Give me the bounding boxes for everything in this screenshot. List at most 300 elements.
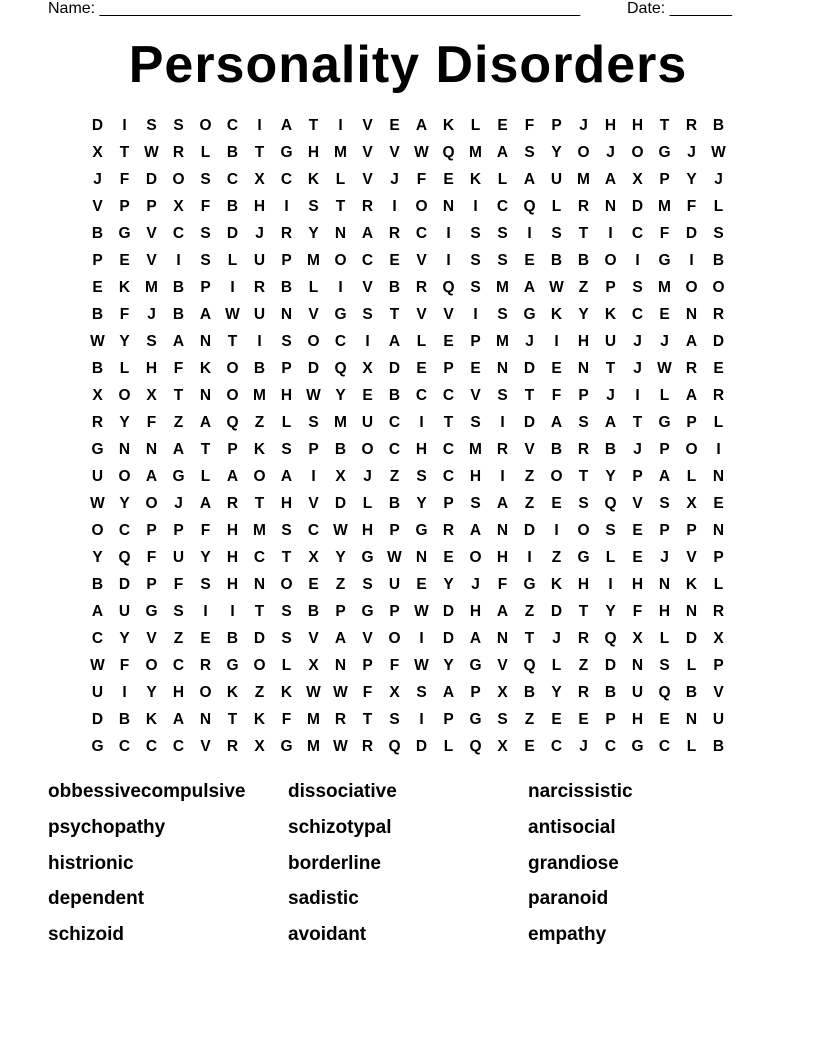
grid-letter: I <box>122 117 127 134</box>
grid-letter: T <box>659 117 670 134</box>
grid-letter: Y <box>200 549 211 566</box>
grid-letter: T <box>524 630 535 647</box>
grid-letter: C <box>118 738 131 755</box>
grid-letter: Q <box>604 630 617 647</box>
grid-letter: P <box>551 117 562 134</box>
grid-letter: H <box>469 603 482 620</box>
word-list-item: avoidant <box>288 924 367 945</box>
grid-letter: J <box>660 549 669 566</box>
grid-letter: V <box>443 306 454 323</box>
grid-letter: H <box>631 117 644 134</box>
grid-letter: L <box>686 738 697 755</box>
word-list-item: schizoid <box>48 924 125 945</box>
grid-letter: H <box>577 333 590 350</box>
grid-letter: A <box>523 279 536 296</box>
grid-letter: M <box>658 279 671 296</box>
grid-letter: G <box>658 144 671 161</box>
grid-letter: K <box>604 306 617 323</box>
grid-letter: L <box>443 738 454 755</box>
grid-letter: A <box>496 603 509 620</box>
grid-letter: H <box>145 360 158 377</box>
grid-letter: L <box>713 576 724 593</box>
grid-letter: R <box>577 441 590 458</box>
grid-letter: A <box>415 117 428 134</box>
grid-letter: N <box>658 576 671 593</box>
grid-letter: E <box>659 711 670 728</box>
grid-letter: D <box>91 711 104 728</box>
grid-letter: R <box>334 711 347 728</box>
grid-letter: D <box>415 738 428 755</box>
grid-letter: T <box>389 306 400 323</box>
grid-letter: B <box>550 252 563 269</box>
grid-letter: P <box>227 441 238 458</box>
grid-letter: L <box>281 414 292 431</box>
grid-letter: A <box>334 630 347 647</box>
grid-letter: E <box>659 306 670 323</box>
grid-letter: H <box>577 576 590 593</box>
word-list-item: empathy <box>528 924 607 945</box>
grid-letter: X <box>173 198 184 215</box>
grid-letter: Y <box>119 495 130 512</box>
grid-letter: I <box>527 225 532 242</box>
grid-letter: G <box>361 549 374 566</box>
grid-letter: I <box>122 684 127 701</box>
grid-letter: D <box>550 603 563 620</box>
grid-letter: A <box>388 333 401 350</box>
grid-letter: O <box>361 441 374 458</box>
grid-letter: Z <box>578 657 589 674</box>
grid-letter: U <box>631 684 644 701</box>
grid-letter: E <box>389 117 400 134</box>
grid-letter: H <box>361 522 374 539</box>
grid-row <box>84 625 732 652</box>
grid-letter: F <box>146 549 157 566</box>
grid-letter: P <box>632 468 643 485</box>
grid-letter: T <box>605 360 616 377</box>
grid-letter: P <box>659 171 670 188</box>
grid-letter: L <box>308 279 319 296</box>
grid-letter: O <box>712 279 725 296</box>
grid-letter: N <box>712 522 725 539</box>
grid-letter: J <box>687 144 696 161</box>
grid-letter: H <box>226 576 239 593</box>
grid-letter: K <box>226 684 239 701</box>
grid-letter: O <box>685 441 698 458</box>
grid-letter: H <box>307 144 320 161</box>
grid-letter: E <box>578 711 589 728</box>
grid-letter: O <box>604 252 617 269</box>
grid-letter: T <box>578 225 589 242</box>
grid-letter: W <box>333 684 348 701</box>
grid-letter: Z <box>173 414 184 431</box>
grid-letter: Y <box>605 603 616 620</box>
grid-letter: I <box>446 225 451 242</box>
grid-letter: G <box>631 738 644 755</box>
grid-letter: N <box>199 333 212 350</box>
grid-letter: C <box>226 171 239 188</box>
grid-letter: A <box>172 441 185 458</box>
grid-row <box>84 436 732 463</box>
grid-letter: J <box>660 333 669 350</box>
grid-letter: Z <box>524 468 535 485</box>
grid-letter: L <box>686 657 697 674</box>
grid-letter: P <box>281 252 292 269</box>
grid-letter: R <box>415 279 428 296</box>
grid-letter: B <box>604 684 617 701</box>
grid-letter: H <box>172 684 185 701</box>
grid-letter: D <box>631 198 644 215</box>
grid-letter: A <box>550 414 563 431</box>
grid-letter: R <box>712 603 725 620</box>
grid-letter: S <box>281 522 292 539</box>
grid-letter: F <box>659 225 670 242</box>
grid-letter: S <box>551 225 562 242</box>
grid-row <box>84 301 732 328</box>
grid-row <box>84 463 732 490</box>
grid-letter: G <box>658 414 671 431</box>
grid-letter: T <box>119 144 130 161</box>
grid-letter: G <box>658 252 671 269</box>
grid-letter: P <box>335 603 346 620</box>
grid-letter: O <box>253 657 266 674</box>
grid-letter: M <box>469 144 482 161</box>
grid-letter: D <box>523 414 536 431</box>
grid-letter: S <box>659 495 670 512</box>
grid-letter: W <box>387 549 402 566</box>
grid-letter: C <box>442 468 455 485</box>
grid-letter: G <box>523 576 536 593</box>
grid-letter: Y <box>605 468 616 485</box>
grid-letter: O <box>118 387 131 404</box>
grid-letter: I <box>257 333 262 350</box>
grid-letter: L <box>713 414 724 431</box>
word-list <box>48 778 768 957</box>
grid-letter: S <box>497 711 508 728</box>
grid-letter: H <box>280 495 293 512</box>
grid-letter: X <box>632 171 643 188</box>
grid-letter: I <box>257 117 262 134</box>
grid-letter: B <box>577 252 590 269</box>
grid-letter: E <box>524 738 535 755</box>
grid-letter: C <box>226 117 239 134</box>
grid-letter: Q <box>442 279 455 296</box>
grid-letter: I <box>608 225 613 242</box>
grid-letter: J <box>525 333 534 350</box>
grid-letter: X <box>713 630 724 647</box>
grid-letter: S <box>632 279 643 296</box>
grid-letter: W <box>144 144 159 161</box>
grid-letter: X <box>92 144 103 161</box>
grid-letter: C <box>361 252 374 269</box>
grid-letter: X <box>146 387 157 404</box>
grid-letter: W <box>549 279 564 296</box>
grid-letter: S <box>308 414 319 431</box>
grid-letter: A <box>199 495 212 512</box>
grid-letter: D <box>226 225 239 242</box>
grid-letter: P <box>362 657 373 674</box>
grid-letter: A <box>172 711 185 728</box>
grid-letter: L <box>416 333 427 350</box>
grid-letter: H <box>604 117 617 134</box>
grid-letter: C <box>307 522 320 539</box>
word-list-item: dissociative <box>288 781 397 802</box>
grid-letter: D <box>253 630 266 647</box>
grid-letter: C <box>496 198 509 215</box>
grid-letter: T <box>335 198 346 215</box>
grid-letter: A <box>280 117 293 134</box>
grid-letter: D <box>523 360 536 377</box>
grid-letter: E <box>389 252 400 269</box>
grid-letter: U <box>604 333 617 350</box>
grid-letter: X <box>632 630 643 647</box>
grid-letter: J <box>579 117 588 134</box>
grid-letter: N <box>145 441 158 458</box>
grid-letter: S <box>200 171 211 188</box>
grid-letter: B <box>226 198 239 215</box>
grid-letter: A <box>523 171 536 188</box>
grid-letter: L <box>335 171 346 188</box>
grid-letter: P <box>281 360 292 377</box>
grid-letter: R <box>712 387 725 404</box>
grid-letter: C <box>658 738 671 755</box>
grid-letter: A <box>442 684 455 701</box>
grid-letter: B <box>226 630 239 647</box>
grid-letter: B <box>307 603 320 620</box>
grid-letter: I <box>365 333 370 350</box>
grid-letter: E <box>416 360 427 377</box>
grid-letter: P <box>119 198 130 215</box>
grid-letter: G <box>226 657 239 674</box>
grid-letter: S <box>497 387 508 404</box>
grid-letter: J <box>255 225 264 242</box>
grid-letter: W <box>657 360 672 377</box>
grid-letter: H <box>226 549 239 566</box>
grid-letter: P <box>308 441 319 458</box>
grid-letter: O <box>577 144 590 161</box>
grid-letter: Y <box>416 495 427 512</box>
grid-letter: O <box>550 468 563 485</box>
grid-letter: B <box>685 684 698 701</box>
grid-letter: D <box>685 225 698 242</box>
grid-letter: H <box>631 711 644 728</box>
grid-letter: L <box>200 144 211 161</box>
grid-letter: N <box>415 549 428 566</box>
grid-letter: V <box>200 738 211 755</box>
date-field-label: Date: _______ <box>627 0 732 17</box>
grid-letter: W <box>90 333 105 350</box>
grid-letter: Q <box>118 549 131 566</box>
grid-letter: F <box>416 171 427 188</box>
grid-letter: H <box>631 576 644 593</box>
grid-letter: P <box>686 522 697 539</box>
grid-letter: I <box>554 333 559 350</box>
grid-letter: F <box>119 306 130 323</box>
grid-row <box>84 571 732 598</box>
grid-letter: F <box>119 657 130 674</box>
grid-row <box>84 355 732 382</box>
grid-letter: B <box>604 441 617 458</box>
grid-letter: I <box>554 522 559 539</box>
grid-letter: P <box>146 576 157 593</box>
grid-letter: W <box>711 144 726 161</box>
grid-letter: W <box>414 657 429 674</box>
grid-letter: O <box>469 549 482 566</box>
grid-letter: Z <box>389 468 400 485</box>
grid-letter: I <box>716 441 721 458</box>
grid-letter: R <box>712 306 725 323</box>
grid-letter: S <box>281 630 292 647</box>
grid-letter: C <box>172 225 185 242</box>
grid-letter: D <box>118 576 131 593</box>
grid-letter: P <box>146 522 157 539</box>
grid-letter: V <box>713 684 724 701</box>
grid-letter: E <box>308 576 319 593</box>
grid-letter: E <box>713 495 724 512</box>
grid-letter: R <box>253 279 266 296</box>
grid-letter: W <box>414 144 429 161</box>
grid-letter: N <box>685 603 698 620</box>
grid-letter: S <box>416 684 427 701</box>
grid-letter: T <box>524 387 535 404</box>
grid-letter: L <box>659 630 670 647</box>
grid-letter: O <box>199 117 212 134</box>
grid-letter: Q <box>442 144 455 161</box>
grid-letter: I <box>527 549 532 566</box>
grid-letter: A <box>91 603 104 620</box>
grid-letter: B <box>388 495 401 512</box>
grid-letter: F <box>119 171 130 188</box>
grid-row <box>84 382 732 409</box>
grid-letter: S <box>281 441 292 458</box>
grid-row <box>84 733 732 760</box>
grid-letter: S <box>470 279 481 296</box>
grid-letter: B <box>172 279 185 296</box>
grid-letter: V <box>470 387 481 404</box>
grid-letter: X <box>497 738 508 755</box>
grid-letter: J <box>633 333 642 350</box>
grid-letter: I <box>419 414 424 431</box>
grid-letter: N <box>118 441 131 458</box>
grid-row <box>84 166 732 193</box>
grid-letter: W <box>225 306 240 323</box>
grid-letter: Z <box>578 279 589 296</box>
grid-letter: J <box>552 630 561 647</box>
grid-letter: O <box>280 576 293 593</box>
grid-letter: T <box>227 333 238 350</box>
grid-row <box>84 598 732 625</box>
grid-letter: L <box>713 198 724 215</box>
grid-letter: B <box>118 711 131 728</box>
grid-letter: V <box>308 306 319 323</box>
grid-letter: F <box>524 117 535 134</box>
grid-letter: W <box>333 522 348 539</box>
grid-letter: A <box>199 306 212 323</box>
grid-letter: P <box>605 279 616 296</box>
grid-letter: M <box>334 144 347 161</box>
grid-letter: A <box>145 468 158 485</box>
grid-letter: O <box>307 333 320 350</box>
grid-letter: I <box>635 387 640 404</box>
grid-letter: X <box>389 684 400 701</box>
grid-letter: T <box>578 468 589 485</box>
grid-letter: K <box>469 171 482 188</box>
grid-letter: I <box>338 279 343 296</box>
grid-letter: S <box>578 495 589 512</box>
grid-letter: L <box>686 468 697 485</box>
grid-letter: O <box>253 468 266 485</box>
grid-letter: P <box>470 333 481 350</box>
grid-letter: I <box>608 576 613 593</box>
grid-letter: Q <box>469 738 482 755</box>
grid-letter: V <box>92 198 103 215</box>
grid-letter: A <box>685 387 698 404</box>
grid-letter: S <box>173 117 184 134</box>
grid-letter: K <box>145 711 158 728</box>
grid-letter: I <box>473 306 478 323</box>
grid-letter: S <box>308 198 319 215</box>
grid-letter: J <box>471 576 480 593</box>
grid-letter: E <box>551 711 562 728</box>
grid-letter: N <box>199 711 212 728</box>
grid-letter: G <box>523 306 536 323</box>
grid-letter: J <box>93 171 102 188</box>
grid-letter: O <box>199 684 212 701</box>
grid-letter: L <box>119 360 130 377</box>
grid-row <box>84 274 732 301</box>
grid-letter: C <box>550 738 563 755</box>
grid-letter: I <box>338 117 343 134</box>
grid-letter: F <box>362 684 373 701</box>
grid-letter: N <box>442 198 455 215</box>
grid-letter: H <box>469 468 482 485</box>
grid-letter: I <box>392 198 397 215</box>
word-list-item: paranoid <box>528 888 609 910</box>
grid-letter: X <box>497 684 508 701</box>
grid-letter: C <box>253 549 266 566</box>
grid-letter: O <box>118 468 131 485</box>
grid-letter: A <box>604 171 617 188</box>
grid-letter: J <box>714 171 723 188</box>
grid-letter: N <box>631 657 644 674</box>
grid-letter: Y <box>119 414 130 431</box>
grid-letter: A <box>685 333 698 350</box>
grid-letter: I <box>419 711 424 728</box>
grid-letter: C <box>280 171 293 188</box>
grid-letter: I <box>635 252 640 269</box>
grid-letter: P <box>443 495 454 512</box>
grid-letter: J <box>633 441 642 458</box>
grid-letter: B <box>388 387 401 404</box>
grid-letter: S <box>605 522 616 539</box>
grid-letter: C <box>172 738 185 755</box>
grid-letter: S <box>470 252 481 269</box>
grid-letter: R <box>226 738 239 755</box>
grid-letter: T <box>200 441 211 458</box>
grid-letter: W <box>90 495 105 512</box>
grid-letter: Z <box>173 630 184 647</box>
grid-letter: P <box>173 522 184 539</box>
grid-letter: D <box>145 171 158 188</box>
grid-letter: V <box>308 630 319 647</box>
grid-letter: M <box>253 522 266 539</box>
word-list-item: schizotypal <box>288 816 392 838</box>
grid-letter: R <box>226 495 239 512</box>
word-list-item: histrionic <box>48 852 134 874</box>
grid-letter: B <box>91 360 104 377</box>
grid-letter: D <box>523 522 536 539</box>
grid-letter: B <box>226 144 239 161</box>
grid-letter: N <box>199 387 212 404</box>
